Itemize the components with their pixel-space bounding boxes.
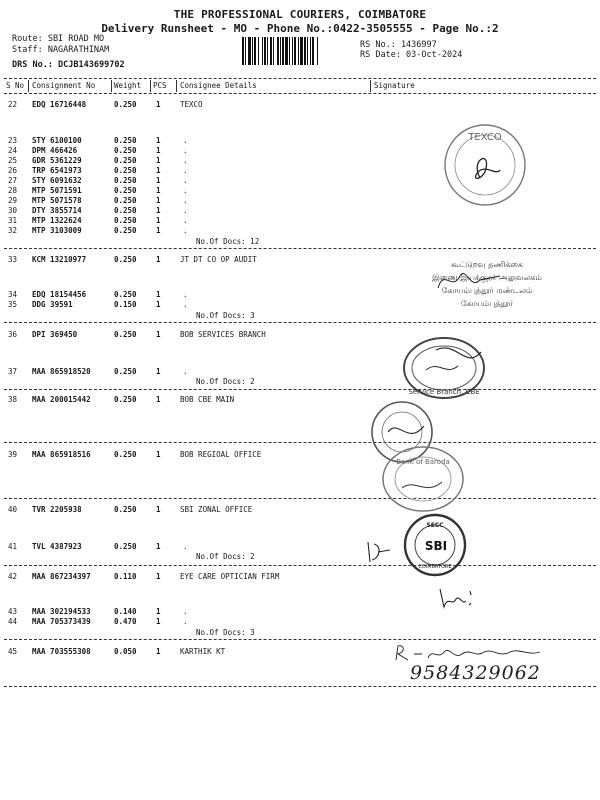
barcode-bar bbox=[318, 37, 319, 65]
row-consignee: . bbox=[183, 146, 188, 155]
row-sno: 36 bbox=[8, 330, 18, 339]
docs-count: No.Of Docs: 12 bbox=[196, 237, 260, 246]
row-pcs: 1 bbox=[156, 100, 161, 109]
row-consignment: TVR 2205938 bbox=[32, 505, 82, 514]
row-pcs: 1 bbox=[156, 395, 161, 404]
row-sno: 30 bbox=[8, 206, 18, 215]
group-divider bbox=[4, 565, 596, 566]
row-pcs: 1 bbox=[156, 450, 161, 459]
row-pcs: 1 bbox=[156, 367, 161, 376]
header-top-rule bbox=[4, 78, 596, 79]
row-consignment: EDQ 18154456 bbox=[32, 290, 87, 299]
stamp-line: கோயம்புத்தூர் மண்டலம் bbox=[441, 286, 533, 295]
row-weight: 0.250 bbox=[114, 226, 137, 235]
docs-count: No.Of Docs: 2 bbox=[196, 377, 255, 386]
row-sno: 24 bbox=[8, 146, 18, 155]
row-consignment: DPM 466426 bbox=[32, 146, 78, 155]
texco-stamp bbox=[440, 120, 530, 210]
row-consignee: . bbox=[183, 196, 188, 205]
row-pcs: 1 bbox=[156, 255, 161, 264]
row-consignment: MAA 705373439 bbox=[32, 617, 91, 626]
col-divider bbox=[28, 80, 29, 92]
row-weight: 0.050 bbox=[114, 647, 137, 656]
row-consignment: DTY 3855714 bbox=[32, 206, 82, 215]
bob-regional-stamp bbox=[380, 444, 466, 514]
handwritten-phone: 9584329062 bbox=[410, 662, 541, 684]
bob-services-stamp bbox=[396, 330, 496, 400]
row-consignment: GDR 5361229 bbox=[32, 156, 82, 165]
row-weight: 0.250 bbox=[114, 330, 137, 339]
col-pcs-header: PCS bbox=[153, 81, 167, 90]
row-consignee: . bbox=[183, 216, 188, 225]
row-consignee: SBI ZONAL OFFICE bbox=[180, 505, 253, 514]
row-consignment: MAA 302194533 bbox=[32, 607, 91, 616]
row-sno: 23 bbox=[8, 136, 18, 145]
sbi-stamp-bottom: COIMBATORE bbox=[418, 564, 452, 570]
row-pcs: 1 bbox=[156, 607, 161, 616]
bob-regional-text: Bank of Baroda bbox=[396, 458, 450, 466]
row-weight: 0.250 bbox=[114, 156, 137, 165]
sbi-initials bbox=[364, 538, 394, 566]
row-consignment: MAA 703555308 bbox=[32, 647, 91, 656]
row-sno: 34 bbox=[8, 290, 18, 299]
group-divider bbox=[4, 322, 596, 323]
row-consignee: EYE CARE OPTICIAN FIRM bbox=[180, 572, 280, 581]
row-pcs: 1 bbox=[156, 647, 161, 656]
row-sno: 26 bbox=[8, 166, 18, 175]
bob-services-text: Service Branch, CBE bbox=[408, 388, 480, 396]
row-weight: 0.250 bbox=[114, 395, 137, 404]
row-consignee: . bbox=[183, 156, 188, 165]
row-weight: 0.110 bbox=[114, 572, 137, 581]
company-title: THE PROFESSIONAL COURIERS, COIMBATORE bbox=[173, 8, 427, 21]
row-consignment: DPI 369450 bbox=[32, 330, 78, 339]
row-consignment: MAA 865918520 bbox=[32, 367, 91, 376]
row-sno: 29 bbox=[8, 196, 18, 205]
row-weight: 0.250 bbox=[114, 367, 137, 376]
docs-count: No.Of Docs: 3 bbox=[196, 311, 255, 320]
row-consignment: DDG 39591 bbox=[32, 300, 73, 309]
row-consignment: MAA 865918516 bbox=[32, 450, 91, 459]
stamp-line: கூட்டுறவு தணிக்கை bbox=[450, 260, 524, 269]
row-consignee: BOB SERVICES BRANCH bbox=[180, 330, 266, 339]
row-consignee: . bbox=[183, 136, 188, 145]
row-consignment: MTP 1322624 bbox=[32, 216, 82, 225]
sbi-stamp bbox=[402, 512, 468, 578]
rs-number: RS No.: 1436997 bbox=[360, 40, 437, 50]
row-sno: 40 bbox=[8, 505, 18, 514]
row-weight: 0.250 bbox=[114, 216, 137, 225]
docs-count: No.Of Docs: 3 bbox=[196, 628, 255, 637]
row-consignee: . bbox=[183, 186, 188, 195]
row-weight: 0.250 bbox=[114, 255, 137, 264]
row-sno: 22 bbox=[8, 100, 18, 109]
staff-label: Staff: NAGARATHINAM bbox=[12, 45, 110, 55]
row-consignee: KARTHIK KT bbox=[180, 647, 226, 656]
col-divider bbox=[111, 80, 112, 92]
row-consignee: . bbox=[183, 542, 188, 551]
row-consignment: TRP 6541973 bbox=[32, 166, 82, 175]
row-pcs: 1 bbox=[156, 505, 161, 514]
row-pcs: 1 bbox=[156, 226, 161, 235]
row-consignee: . bbox=[183, 617, 188, 626]
group-divider bbox=[4, 686, 596, 687]
row-pcs: 1 bbox=[156, 176, 161, 185]
docs-count: No.Of Docs: 2 bbox=[196, 552, 255, 561]
row-pcs: 1 bbox=[156, 206, 161, 215]
row-sno: 37 bbox=[8, 367, 18, 376]
row-weight: 0.250 bbox=[114, 176, 137, 185]
row-consignment: MTP 5071591 bbox=[32, 186, 82, 195]
row-sno: 25 bbox=[8, 156, 18, 165]
row-consignee: . bbox=[183, 176, 188, 185]
stamp-line: கோயம்புத்தூர் bbox=[460, 299, 514, 308]
row-consignment: MAA 867234397 bbox=[32, 572, 91, 581]
row-sno: 38 bbox=[8, 395, 18, 404]
col-weight-header: Weight bbox=[114, 81, 142, 90]
drs-number: DRS No.: DCJB143699702 bbox=[12, 60, 125, 70]
row-pcs: 1 bbox=[156, 572, 161, 581]
sbi-stamp-top: SECC bbox=[426, 522, 444, 529]
rs-date: RS Date: 03-Oct-2024 bbox=[360, 50, 463, 60]
row-weight: 0.250 bbox=[114, 100, 137, 109]
eye-care-signature bbox=[436, 585, 476, 615]
audit-signature bbox=[430, 262, 510, 298]
karthik-signature bbox=[392, 642, 552, 664]
col-consignment-header: Consignment No bbox=[32, 81, 96, 90]
row-consignment: MTP 3103009 bbox=[32, 226, 82, 235]
row-sno: 43 bbox=[8, 607, 18, 616]
row-consignment: MTP 5071578 bbox=[32, 196, 82, 205]
row-consignment: EDQ 16716448 bbox=[32, 100, 87, 109]
row-consignment: TVL 4387923 bbox=[32, 542, 82, 551]
row-consignee: . bbox=[183, 166, 188, 175]
row-pcs: 1 bbox=[156, 617, 161, 626]
row-consignment: MAA 200015442 bbox=[32, 395, 91, 404]
row-weight: 0.470 bbox=[114, 617, 137, 626]
row-consignee: TEXCO bbox=[180, 100, 203, 109]
row-sno: 35 bbox=[8, 300, 18, 309]
row-weight: 0.250 bbox=[114, 136, 137, 145]
stamp-line: இணை இயக்குநர் அலுவலகம் bbox=[432, 273, 542, 282]
row-pcs: 1 bbox=[156, 330, 161, 339]
col-divider bbox=[176, 80, 177, 92]
row-consignment: STY 6100100 bbox=[32, 136, 82, 145]
group-divider bbox=[4, 639, 596, 640]
row-consignee: . bbox=[183, 300, 188, 309]
row-consignee: . bbox=[183, 367, 188, 376]
group-divider bbox=[4, 442, 596, 443]
row-weight: 0.250 bbox=[114, 450, 137, 459]
row-sno: 28 bbox=[8, 186, 18, 195]
row-pcs: 1 bbox=[156, 146, 161, 155]
row-pcs: 1 bbox=[156, 300, 161, 309]
row-weight: 0.250 bbox=[114, 146, 137, 155]
row-weight: 0.140 bbox=[114, 607, 137, 616]
col-sno-header: S No bbox=[6, 81, 25, 90]
barcode bbox=[242, 37, 352, 65]
route-label: Route: SBI ROAD MO bbox=[12, 34, 105, 44]
group-divider bbox=[4, 389, 596, 390]
row-sno: 33 bbox=[8, 255, 18, 264]
row-sno: 32 bbox=[8, 226, 18, 235]
group-divider bbox=[4, 498, 596, 499]
col-signature-header: Signature bbox=[374, 81, 415, 90]
row-weight: 0.250 bbox=[114, 166, 137, 175]
row-weight: 0.250 bbox=[114, 196, 137, 205]
row-consignee: BOB CBE MAIN bbox=[180, 395, 235, 404]
row-consignee: BOB REGIOAL OFFICE bbox=[180, 450, 262, 459]
row-pcs: 1 bbox=[156, 166, 161, 175]
col-divider bbox=[370, 80, 371, 92]
row-weight: 0.250 bbox=[114, 206, 137, 215]
col-divider bbox=[150, 80, 151, 92]
row-pcs: 1 bbox=[156, 196, 161, 205]
row-sno: 42 bbox=[8, 572, 18, 581]
row-pcs: 1 bbox=[156, 290, 161, 299]
group-divider bbox=[4, 248, 596, 249]
row-weight: 0.250 bbox=[114, 290, 137, 299]
row-consignment: KCM 13210977 bbox=[32, 255, 87, 264]
texco-stamp-text: TEXCO bbox=[468, 132, 502, 143]
row-sno: 41 bbox=[8, 542, 18, 551]
row-weight: 0.250 bbox=[114, 505, 137, 514]
row-pcs: 1 bbox=[156, 216, 161, 225]
row-sno: 44 bbox=[8, 617, 18, 626]
row-pcs: 1 bbox=[156, 186, 161, 195]
row-consignment: STY 6091632 bbox=[32, 176, 82, 185]
row-sno: 39 bbox=[8, 450, 18, 459]
col-consignee-header: Consignee Details bbox=[180, 81, 257, 90]
row-consignee: . bbox=[183, 226, 188, 235]
row-sno: 45 bbox=[8, 647, 18, 656]
sbi-logo-icon: SBI bbox=[424, 539, 448, 553]
row-weight: 0.150 bbox=[114, 300, 137, 309]
row-consignee: . bbox=[183, 206, 188, 215]
row-pcs: 1 bbox=[156, 156, 161, 165]
row-weight: 0.250 bbox=[114, 186, 137, 195]
row-pcs: 1 bbox=[156, 542, 161, 551]
row-consignee: JT DT CO OP AUDIT bbox=[180, 255, 257, 264]
row-consignee: . bbox=[183, 607, 188, 616]
row-weight: 0.250 bbox=[114, 542, 137, 551]
header-bottom-rule bbox=[4, 93, 596, 94]
row-sno: 27 bbox=[8, 176, 18, 185]
row-pcs: 1 bbox=[156, 136, 161, 145]
runsheet-subtitle: Delivery Runsheet - MO - Phone No.:0422-3505555 - Page No.:2 bbox=[101, 22, 499, 35]
row-consignee: . bbox=[183, 290, 188, 299]
row-sno: 31 bbox=[8, 216, 18, 225]
